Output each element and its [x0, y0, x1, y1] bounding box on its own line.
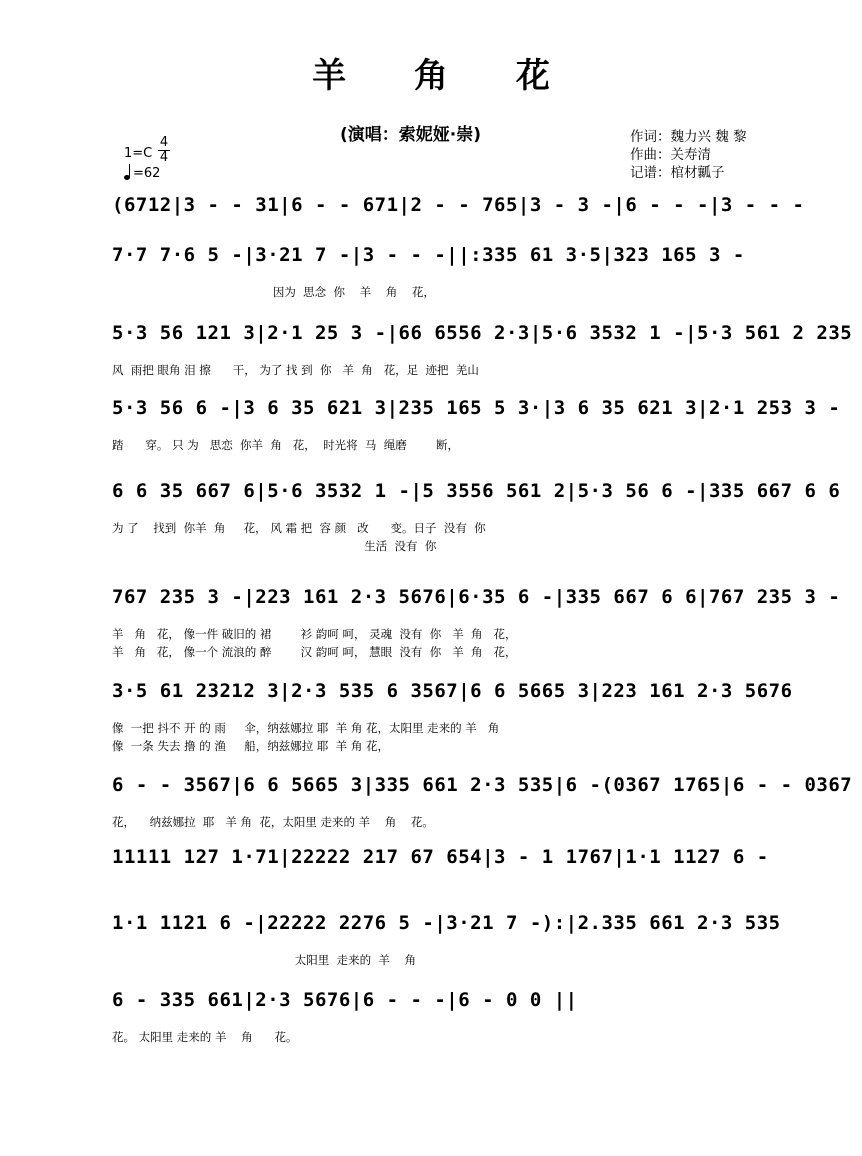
tempo-mark: [124, 166, 160, 181]
notation: 1·1 1121 6 -|22222 2276 5 -|3·21 7 -):|2.335 661 2·3 535: [112, 912, 781, 934]
tempo-value: =62: [133, 166, 161, 181]
time-bottom: 4: [159, 150, 169, 165]
notation: (6712|3 - - 31|6 - - 671|2 - - 765|3 - 3 -|6 - - -|3 - - -: [112, 194, 805, 216]
singer-credit: (演唱：索妮娅·崇): [340, 125, 481, 145]
credits: [630, 128, 747, 182]
page-title: 羊 角 花: [312, 56, 578, 96]
lyric-line: 羊 角 花， 像一件 破旧的 裙 衫 韵呵 呵， 灵魂 没有 你 羊 角 花，: [112, 627, 517, 641]
lyric-line: 踏 穿。 只 为 思恋 你羊 角 花， 时光将 马 绳磨 断，: [112, 438, 459, 452]
transcriber: 记谱：棺材瓤子: [630, 165, 725, 181]
key-signature: 1=C: [124, 146, 153, 161]
composer: 作曲：关寿清: [630, 147, 711, 163]
notation: 5·3 56 121 3|2·1 25 3 -|66 6556 2·3|5·6 3532 1 -|5·3 561 2 235: [112, 322, 853, 344]
lyric-line: 花。 太阳里 走来的 羊 角 花。: [112, 1030, 298, 1044]
quarter-note-icon: [124, 175, 130, 180]
notation: 6 - 335 661|2·3 5676|6 - - -|6 - 0 0 ||: [112, 989, 578, 1011]
lyric-line: 像 一条 失去 撸 的 渔 船，纳兹娜拉 耶 羊 角 花，: [112, 739, 389, 753]
lyric-line: 太阳里 走来的 羊 角: [112, 953, 417, 967]
time-signature: [158, 136, 170, 165]
time-top: 4: [159, 135, 169, 150]
lyric-line: 风 雨把 眼角 泪 擦 干， 为了 找 到 你 羊 角 花，足 迹把 羌山: [112, 363, 479, 377]
notation: 5·3 56 6 -|3 6 35 621 3|235 165 5 3·|3 6 35 621 3|2·1 253 3 -: [112, 397, 841, 419]
lyric-line: 生活 没有 你: [112, 539, 437, 553]
notation: 11111 127 1·71|22222 217 67 654|3 - 1 1767|1·1 1127 6 -: [112, 846, 769, 868]
notation: 6 6 35 667 6|5·6 3532 1 -|5 3556 561 2|5·3 56 6 -|335 667 6 6: [112, 480, 841, 502]
notation: 6 - - 3567|6 6 5665 3|335 661 2·3 535|6 -(0367 1765|6 - - 0367: [112, 774, 853, 796]
lyric-line: 花， 纳兹娜拉 耶 羊 角 花，太阳里 走来的 羊 角 花。: [112, 815, 434, 829]
notation: 7·7 7·6 5 -|3·21 7 -|3 - - -||:335 61 3·5|323 165 3 -: [112, 244, 745, 266]
lyric-line: 因为 思念 你 羊 角 花，: [112, 285, 435, 299]
lyricist: 作词：魏力兴 魏 黎: [630, 129, 747, 145]
notation: 767 235 3 -|223 161 2·3 5676|6·35 6 -|335 667 6 6|767 235 3 -: [112, 586, 841, 608]
notation: 3·5 61 23212 3|2·3 535 6 3567|6 6 5665 3|223 161 2·3 5676: [112, 680, 793, 702]
lyric-line: 羊 角 花， 像一个 流浪的 醉 汉 韵呵 呵， 慧眼 没有 你 羊 角 花，: [112, 645, 517, 659]
lyric-line: 像 一把 抖不 开 的 雨 伞，纳兹娜拉 耶 羊 角 花，太阳里 走来的 羊 角: [112, 721, 500, 735]
lyric-line: 为 了 找到 你羊 角 花， 风 霜 把 容 颜 改 变。日子 没有 你: [112, 521, 486, 535]
